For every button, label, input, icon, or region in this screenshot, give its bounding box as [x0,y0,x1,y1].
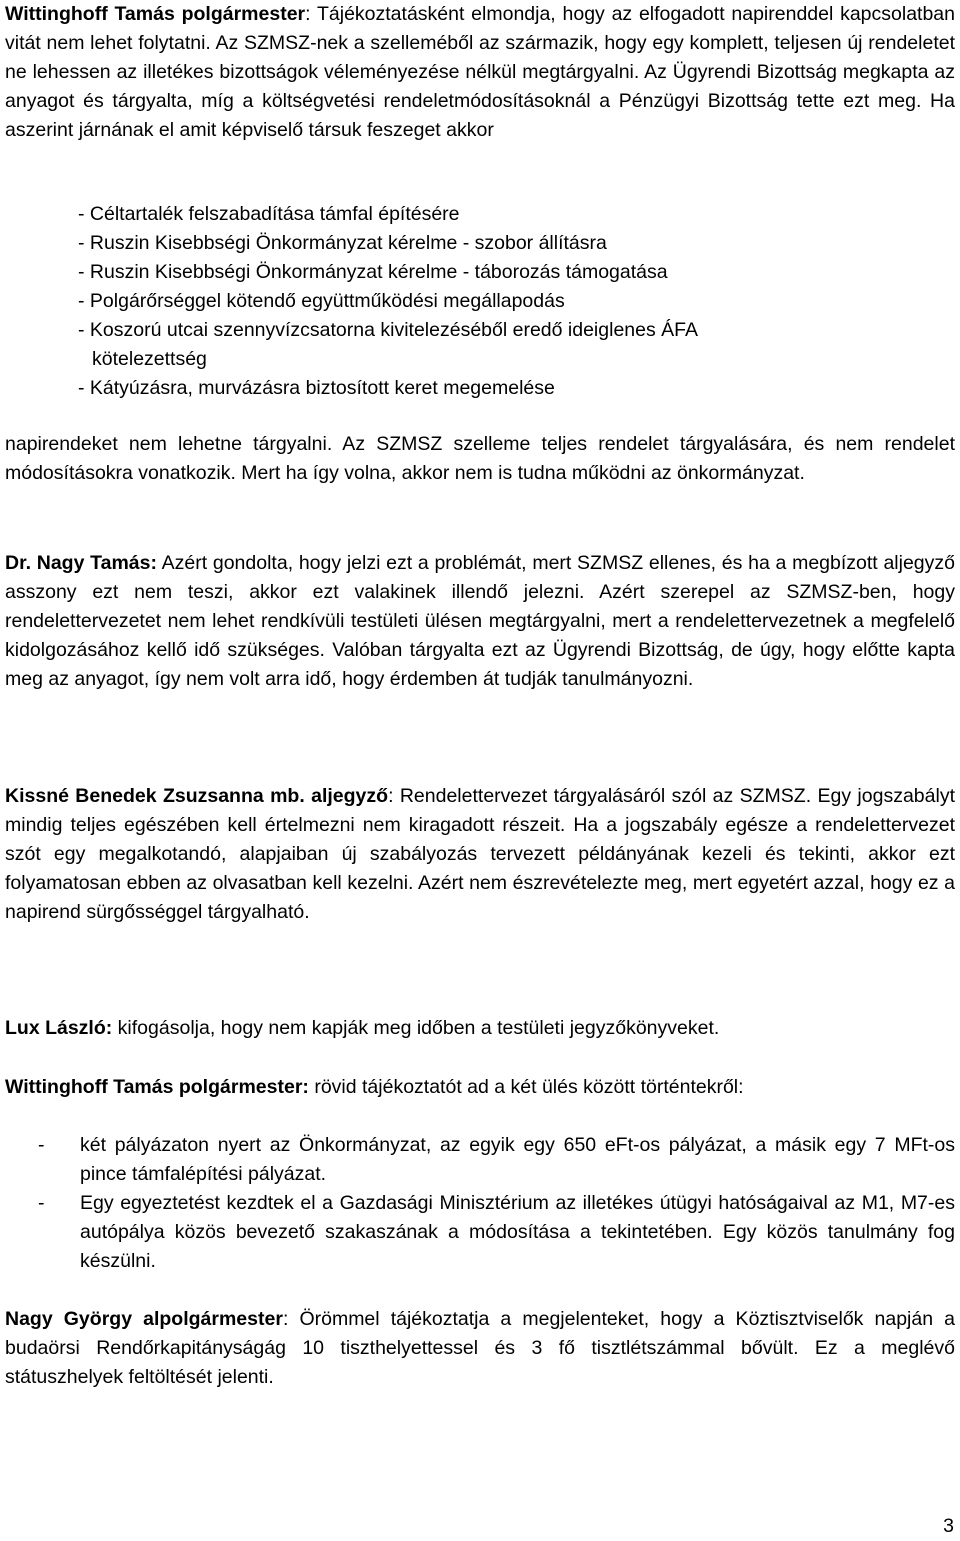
page-number: 3 [943,1515,954,1537]
list-item: - Kátyúzásra, murvázásra biztosított keret megemelése [78,377,555,399]
paragraph-deputy-notary [5,782,955,927]
paragraph-lux [5,1014,955,1043]
speaker-name: Lux László: [5,1017,113,1039]
paragraph-mayor-statement [5,0,955,145]
list-item-continuation: kötelezettség [92,348,207,370]
speaker-name: Wittinghoff Tamás polgármester: [5,1076,309,1098]
paragraph-mayor-report [5,1073,955,1102]
speaker-name: Nagy György alpolgármester [5,1308,283,1330]
paragraph-text: : Örömmel tájékoztatja a megjelenteket, hogy a Köztisztviselők napján a budaörsi Rendőrkapitányságág 10 tiszthelyettessel és 3 fő tisztlétszámmal bővült. Ez a meglévő státuszhelyek feltöltését jelenti. [5,1308,956,1388]
paragraph-vice-mayor [5,1305,955,1392]
list-item: - Ruszin Kisebbségi Önkormányzat kérelme - szobor állításra [78,232,607,254]
bullet-dash: - [38,1134,45,1156]
list-item-text: Egy egyeztetést kezdtek el a Gazdasági Minisztérium az illetékes útügyi hatóságaival az M1, M7-es autópálya közös bevezető szakaszának a módosítása a tekintetében. Egy közös tanulmány fog készülni. [80,1192,955,1272]
news-list-item [5,1131,955,1189]
paragraph-conclusion: napirendeket nem lehetne tárgyalni. Az SZMSZ szelleme teljes rendelet tárgyalására, és nem rendelet módosításokra vonatkozik. Mert ha így volna, akkor nem is tudna működni az önkormányzat. [5,433,955,484]
list-item: - Ruszin Kisebbségi Önkormányzat kérelme - táborozás támogatása [78,261,668,283]
speaker-name: Wittinghoff Tamás polgármester [5,3,306,25]
paragraph-dr-nagy [5,549,955,694]
list-item: - Koszorú utcai szennyvízcsatorna kivitelezéséből eredő ideiglenes ÁFA [78,319,698,341]
paragraph-text: : Tájékoztatásként elmondja, hogy az elfogadott napirenddel kapcsolatban vitát nem lehet folytatni. Az SZMSZ-nek a szelleméből az származik, hogy egy komplett, teljesen új rendeletet ne lehessen az illetékes bizottságok véleményezése nélkül megtárgyalni. Az Ügyrendi Bizottság megkapta az anyagot és tárgyalta, míg a költségvetési rendeletmódosításoknál a Pénzügyi Bizottság tette ezt meg. Ha aszerint járnának el amit képviselő társuk feszeget akkor [5,3,956,141]
paragraph-text: : Rendelettervezet tárgyalásáról szól az SZMSZ. Egy jogszabályt mindig teljes egészében kell értelmezni nem kiragadott részeit. Ha a jogszabály egésze a rendelettervezet szót egy megalkotandó, alapjaiban új szabályozás tervezett példányának kezeli és tekinti, akkor ezt folyamatosan ebben az olvasatban kell kezelni. Azért nem észrevételezte meg, mert egyetért azzal, hogy ez a napirend sürgősséggel tárgyalható. [5,785,955,923]
paragraph-text: kifogásolja, hogy nem kapják meg időben a testületi jegyzőkönyveket. [112,1017,720,1039]
list-item: - Céltartalék felszabadítása támfal építésére [78,203,460,225]
paragraph-text: Azért gondolta, hogy jelzi ezt a problémát, mert SZMSZ ellenes, és ha a megbízott aljegyző asszony ezt nem teszi, akkor ezt valakinek illendő jelezni. Azért szerepel az SZMSZ-ben, hogy rendelettervezetet nem lehet rendkívüli testületi ülésen megtárgyalni, mert a rendelettervezetnek a megfelelő kidolgozásához kellő idő szükséges. Valóban tárgyalta ezt az Ügyrendi Bizottság, de úgy, hogy előtte kapta meg az anyagot, így nem volt arra idő, hogy érdemben át tudják tanulmányozni. [5,552,955,690]
speaker-name: Dr. Nagy Tamás: [5,552,157,574]
speaker-name: Kissné Benedek Zsuzsanna mb. aljegyző [5,785,389,807]
list-item-text: két pályázaton nyert az Önkormányzat, az egyik egy 650 eFt-os pályázat, a másik egy 7 MFt-os pince támfalépítési pályázat. [80,1134,955,1185]
agenda-list [78,200,948,403]
bullet-dash: - [38,1192,45,1214]
news-list-item [5,1189,955,1276]
list-item: - Polgárőrséggel kötendő együttműködési megállapodás [78,290,565,312]
paragraph-text: rövid tájékoztatót ad a két ülés között történtekről: [308,1076,744,1098]
